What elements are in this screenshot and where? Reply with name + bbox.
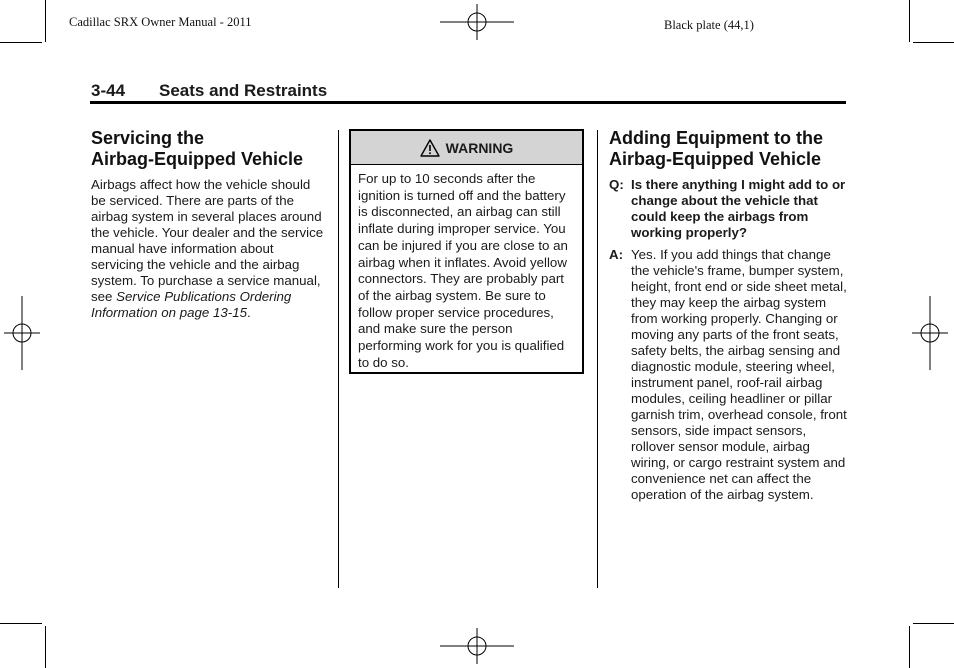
running-header — [91, 81, 327, 101]
column-divider — [338, 130, 339, 588]
registration-mark-icon — [4, 296, 40, 370]
registration-mark-icon — [440, 628, 514, 664]
answer-item — [609, 247, 847, 503]
heading-line: Airbag-Equipped Vehicle — [91, 149, 304, 169]
right-column — [609, 128, 847, 503]
warning-header — [351, 131, 582, 165]
registration-mark-icon — [440, 4, 514, 40]
warning-box — [349, 129, 584, 374]
crop-mark — [913, 42, 954, 43]
heading-line: Servicing the — [91, 128, 205, 148]
qa-block — [609, 177, 847, 503]
heading-line: Adding Equipment to the — [609, 128, 823, 148]
crop-mark — [913, 623, 954, 624]
answer-text: Yes. If you add things that change the vehicle's frame, bumper system, height, front end or side sheet metal, they may keep the airbag system from working properly. Changing or moving any parts of the front seats, safety belts, the airbag sensing and diagnostic module, steering wheel, instrument panel, roof-rail airbag modules, ceiling headliner or pillar garnish trim, overhead console, front sensors, side impact sensors, rollover sensor module, airbag wiring, or cargo restraint system and convenience net can affect the operation of the airbag system. — [631, 247, 847, 502]
section-title: Seats and Restraints — [159, 81, 328, 100]
crop-mark — [909, 0, 910, 42]
question-text: Is there anything I might add to or change about the vehicle that could keep the airbags from working properly? — [631, 177, 846, 240]
header-rule — [90, 101, 846, 104]
print-meta-right: Black plate (44,1) — [664, 18, 754, 32]
answer-label: A: — [609, 247, 624, 262]
warning-triangle-icon — [420, 139, 440, 157]
crop-mark — [0, 42, 42, 43]
question-item — [609, 177, 847, 241]
cross-reference-link[interactable]: Service Publications Ordering Information on page 13-15 — [91, 289, 292, 320]
crop-mark — [0, 623, 42, 624]
body-text — [91, 177, 327, 321]
body-paragraph: Airbags affect how the vehicle should be serviced. There are parts of the airbag system in several places around the vehicle. Your dealer and the service manual have information about servicing the vehicle and the airbag system. To purchase a service manual, see — [91, 177, 324, 304]
left-column — [91, 128, 327, 321]
registration-mark-icon — [912, 296, 948, 370]
column-divider — [597, 130, 598, 588]
crop-mark — [45, 0, 46, 42]
section-heading — [609, 128, 847, 170]
punctuation: . — [246, 305, 251, 320]
crop-mark — [45, 626, 46, 668]
crop-mark — [909, 626, 910, 668]
warning-text: For up to 10 seconds after the ignition is turned off and the battery is disconnected, an airbag can still inflate during improper service. You can be injured if you are close to an airbag when it inflates. Avoid yellow connectors. They are probably part of the airbag system. Be sure to follow proper service procedures, and make sure the person performing work for you is qualified to do so. — [358, 171, 568, 370]
question-label: Q: — [609, 177, 624, 192]
section-heading — [91, 128, 327, 170]
page-number: 3-44 — [91, 81, 126, 100]
warning-label: WARNING — [445, 139, 514, 156]
print-meta-left: Cadillac SRX Owner Manual - 2011 — [69, 15, 252, 29]
heading-line: Airbag-Equipped Vehicle — [609, 149, 822, 169]
